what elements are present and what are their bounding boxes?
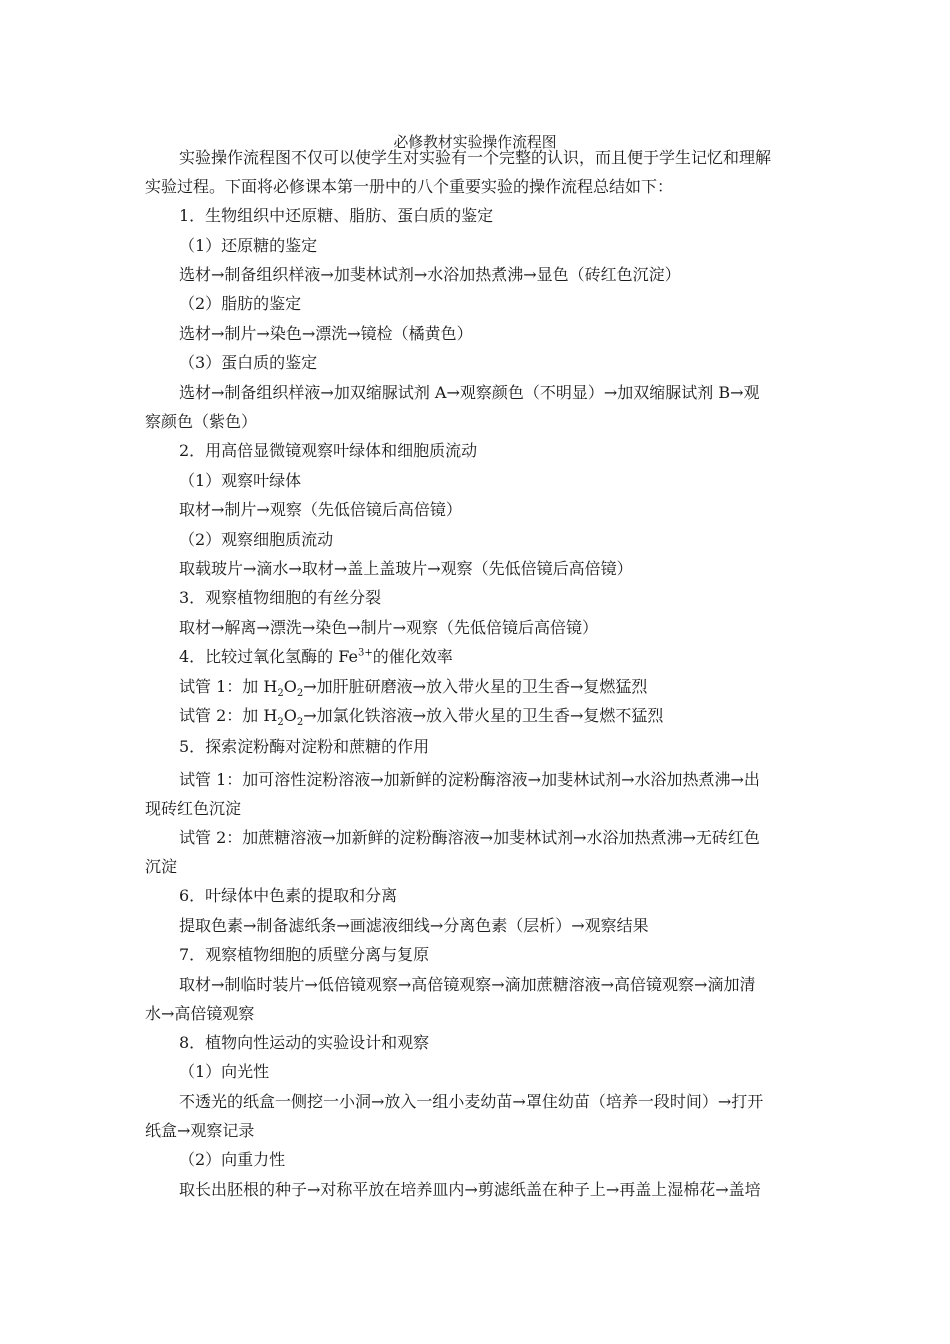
section-5-tube-2a: 试管 2：加蔗糖溶液→加新鲜的淀粉酶溶液→加斐林试剂→水浴加热煮沸→无砖红色 <box>179 828 760 847</box>
section-2-sub-1: （1）观察叶绿体 <box>179 471 302 490</box>
section-5-tube-2b: 沉淀 <box>145 857 178 876</box>
section-1-sub-1: （1）还原糖的鉴定 <box>179 236 318 255</box>
section-4-tube-2 <box>179 706 664 729</box>
section-2-sub-2: （2）观察细胞质流动 <box>179 530 334 549</box>
section-8-flow-2a: 取长出胚根的种子→对称平放在培养皿内→剪滤纸盖在种子上→再盖上湿棉花→盖培 <box>179 1180 761 1199</box>
section-7-flow-b: 水→高倍镜观察 <box>145 1004 255 1023</box>
section-8-flow-1b: 纸盒→观察记录 <box>145 1121 255 1140</box>
section-7-heading: 7．观察植物细胞的质壁分离与复原 <box>179 945 430 964</box>
section-2-flow-2: 取载玻片→滴水→取材→盖上盖玻片→观察（先低倍镜后高倍镜） <box>179 559 633 578</box>
tube-1-subscript-o: 2 <box>296 688 304 700</box>
section-4-heading <box>179 647 453 667</box>
section-1-sub-2: （2）脂肪的鉴定 <box>179 294 302 313</box>
section-6-flow: 提取色素→制备滤纸条→画滤液细线→分离色素（层析）→观察结果 <box>179 916 649 935</box>
section-1-flow-1: 选材→制备组织样液→加斐林试剂→水浴加热煮沸→显色（砖红色沉淀） <box>179 265 681 284</box>
section-3-flow: 取材→解离→漂洗→染色→制片→观察（先低倍镜后高倍镜） <box>179 618 599 637</box>
tube-2-prefix: 试管 2：加 H <box>179 706 278 725</box>
section-4-tube-1 <box>179 677 648 700</box>
section-1-sub-3: （3）蛋白质的鉴定 <box>179 353 318 372</box>
section-5-tube-1a: 试管 1：加可溶性淀粉溶液→加新鲜的淀粉酶溶液→加斐林试剂→水浴加热煮沸→出 <box>179 770 760 789</box>
section-2-flow-1: 取材→制片→观察（先低倍镜后高倍镜） <box>179 500 462 519</box>
intro-line-1: 实验操作流程图不仅可以使学生对实验有一个完整的认识，而且便于学生记忆和理解 <box>179 148 772 167</box>
section-7-flow-a: 取材→制临时装片→低倍镜观察→高倍镜观察→滴加蔗糖溶液→高倍镜观察→滴加清 <box>179 975 756 994</box>
section-5-tube-1b: 现砖红色沉淀 <box>145 799 242 818</box>
section-2-heading: 2．用高倍显微镜观察叶绿体和细胞质流动 <box>179 441 478 460</box>
intro-line-2: 实验过程。下面将必修课本第一册中的八个重要实验的操作流程总结如下： <box>145 177 674 196</box>
section-5-heading: 5．探索淀粉酶对淀粉和蔗糖的作用 <box>179 737 430 756</box>
tube-2-flow: →加氯化铁溶液→放入带火星的卫生香→复燃不猛烈 <box>303 706 664 725</box>
section-1-heading: 1．生物组织中还原糖、脂肪、蛋白质的鉴定 <box>179 206 494 225</box>
section-8-heading: 8．植物向性运动的实验设计和观察 <box>179 1033 430 1052</box>
fe-charge: 3+ <box>357 647 373 659</box>
tube-1-oxygen: O <box>283 677 297 696</box>
section-8-sub-1: （1）向光性 <box>179 1062 270 1081</box>
tube-2-oxygen: O <box>283 706 297 725</box>
page-title: 必修教材实验操作流程图 <box>393 134 557 151</box>
section-6-heading: 6．叶绿体中色素的提取和分离 <box>179 886 398 905</box>
section-3-heading: 3．观察植物细胞的有丝分裂 <box>179 588 382 607</box>
tube-2-subscript-h: 2 <box>277 717 284 729</box>
tube-1-flow: →加肝脏研磨液→放入带火星的卫生香→复燃猛烈 <box>303 677 648 696</box>
section-1-flow-3a: 选材→制备组织样液→加双缩脲试剂 A→观察颜色（不明显）→加双缩脲试剂 B→观 <box>179 383 760 402</box>
section-8-flow-1a: 不透光的纸盒一侧挖一小洞→放入一组小麦幼苗→罩住幼苗（培养一段时间）→打开 <box>179 1092 764 1111</box>
section-1-flow-2: 选材→制片→染色→漂洗→镜检（橘黄色） <box>179 324 473 343</box>
section-4-heading-text: 4．比较过氧化氢酶的 Fe <box>179 647 358 666</box>
section-1-flow-3b: 察颜色（紫色） <box>145 412 258 431</box>
tube-2-subscript-o: 2 <box>296 717 304 729</box>
section-4-heading-tail: 的催化效率 <box>372 647 453 666</box>
tube-1-prefix: 试管 1：加 H <box>179 677 278 696</box>
section-8-sub-2: （2）向重力性 <box>179 1150 286 1169</box>
tube-1-subscript-h: 2 <box>277 688 284 700</box>
